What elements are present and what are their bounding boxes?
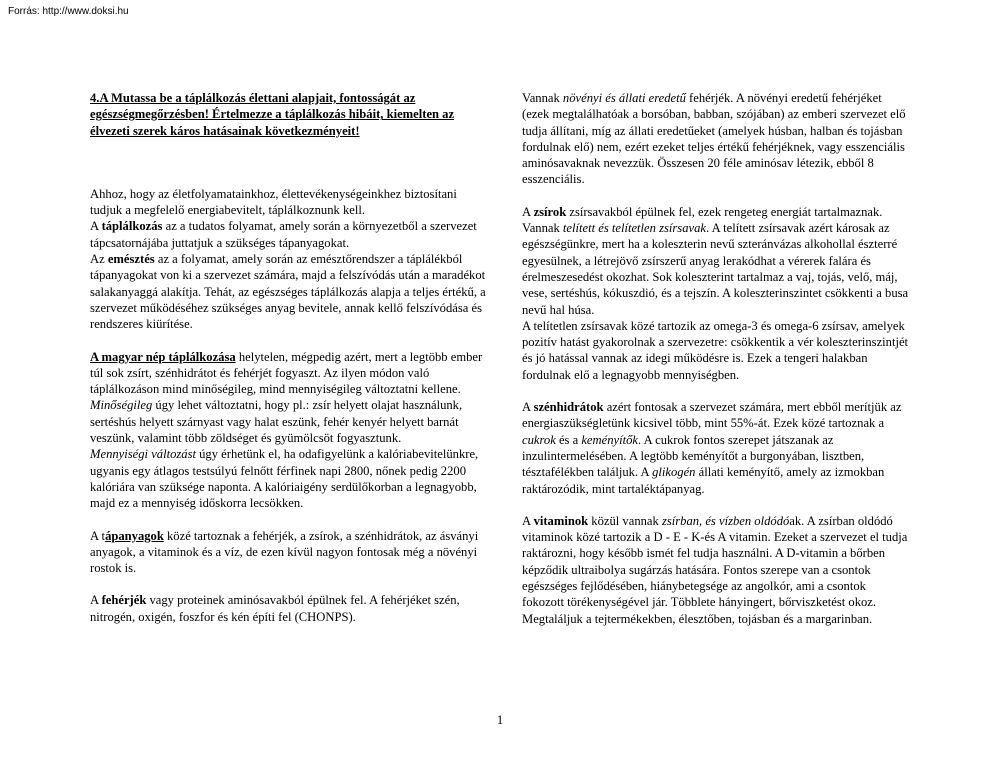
paragraph-zsirok: A zsírok zsírsavakból épülnek fel, ezek rengeteg energiát tartalmaznak. Vannak telített és telítetlen zsírsavak. A telített zsírsavak azért károsak az egészségünkre, mert ha a koleszterin nevű szteránvázas alkohollal észterré egyesülnek, a létrejövő zsírszerű anyag lerakódhat a vérerek falára és érelmeszesedést okozhat. Sok koleszterint tartalmaz a vaj, tojás, velő, máj, vese, sertéshús, kókuszdió, és a tejszín. A koleszterinszintet csökkenti a busa nevű hal húsa. A telítetlen zsírsavak közé tartozik az omega-3 és omega-6 zsírsav, amelyek pozitív hatást gyakorolnak a szervezetre: csökkentik a vér koleszterinszintjét és jó hatással vannak az idegi működésre is. Ezek a tengeri halakban fordulnak elő a legnagyobb mennyiségben.	[522, 204, 909, 382]
term-kemenyitok: keményítők	[581, 432, 638, 447]
paragraph-tapanyagok: A tápanyagok közé tartoznak a fehérjék, a zsírok, a szénhidrátok, az ásványi anyagok, a vitaminok és a víz, de ezen kívül nagyon fontosak még a növényi rostok is.	[90, 528, 479, 576]
term-magyar-nep: A magyar nép táplálkozása	[90, 349, 236, 364]
term-emesztes: emésztés	[107, 252, 155, 267]
source-header: Forrás: http://www.doksi.hu	[8, 6, 129, 17]
term-telitett: telített és telítetlen zsírsavak	[562, 221, 706, 236]
term-vitaminok: vitaminok	[533, 513, 589, 528]
term-zsirok: zsírok	[533, 204, 567, 219]
paragraph-magyar-taplalkozas: A magyar nép táplálkozása helytelen, mégpedig azért, mert a legtöbb ember túl sok zsírt, szénhidrátot és fehérjét fogyaszt. Az ilyen módon való táplálkozáson mind minőségileg, mind mennyiségileg változtatni kellene. Minőségileg úgy lehet változtatni, hogy pl.: zsír helyett olajat használunk, sertéshús helyett szárnyast vagy halat eszünk, fehér kenyér helyett barnát veszünk, valamint több zöldséget és gyümölcsöt fogyasztunk. Mennyiségi változást úgy érhetünk el, ha odafigyelünk a kalóriabevitelünkre, ugyanis egy átlagos testsúlyú felnőtt férfinek napi 2800, nőnek pedig 2200 kalóriára van szüksége naponta. A kalóriaigény serdülőkorban a legnagyobb, majd ez a mennyiség időskorra lecsökken.	[90, 349, 483, 511]
term-tapanyagok: ápanyagok	[105, 528, 164, 543]
term-taplalkozas: táplálkozás	[101, 219, 163, 234]
term-feherjek: fehérjék	[101, 593, 147, 608]
term-noveny-allati: növényi és állati eredetű	[562, 91, 686, 105]
term-zsir-viz-oldodo: zsírban, és vízben oldódó	[661, 513, 790, 528]
term-minosegileg: Minőségileg	[90, 398, 153, 413]
left-column	[90, 90, 490, 625]
paragraph-szenhidratok: A szénhidrátok azért fontosak a szervezet számára, mert ebből merítjük az energiaszükségletünk kicsivel több, mint 55%-át. Ezek közé tartoznak a cukrok és a keményítők. A cukrok fontos szerepet játszanak az inzulintermelésében. A legtöbb keményítőt a burgonyában, lisztben, tésztafélékben találjuk. A glikogén állati keményítő, amely az izmokban raktározódik, mint tartaléktápanyag.	[522, 400, 902, 496]
term-mennyisegi: Mennyiségi változást	[90, 447, 196, 462]
page-title: 4.A Mutassa be a táplálkozás élettani alapjait, fontosságát az egészségmegőrzésben! Értelmezze a táplálkozás hibáit, kiemelten az élvezeti szerek káros hatásainak következményeit!	[90, 91, 455, 138]
term-szenhidratok: szénhidrátok	[533, 400, 604, 415]
term-cukrok: cukrok	[522, 432, 556, 447]
paragraph-feherjek: A fehérjék vagy proteinek aminósavakból épülnek fel. A fehérjéket szén, nitrogén, oxigén, foszfor és kén építi fel (CHONPS).	[90, 593, 460, 624]
page-number: 1	[496, 713, 504, 727]
right-column	[522, 90, 910, 627]
term-glikogen: glikogén	[652, 465, 696, 480]
paragraph-intro: Ahhoz, hogy az életfolyamatainkhoz, élettevékenységeinkhez biztosítani tudjuk a megfelelő energiabevitelt, táplálkoznunk kell. A táplálkozás az a tudatos folyamat, amely során a környezetből a szervezet tápcsatornájába juttatjuk a szükséges tápanyagokat. Az emésztés az a folyamat, amely során az emésztőrendszer a táplálékból tápanyagokat von ki a szervezet számára, majd a felszívódás után a maradékot salakanyaggá alakítja. Tehát, az egészséges táplálkozás alapja a teljes értékű, a szervezet működéséhez szükséges anyag bevitele, annak kellő felszívódása és rendszeres kiürítése.	[90, 186, 486, 332]
paragraph-feherje-eredet: Vannak növényi és állati eredetű fehérjék. A növényi eredetű fehérjéket (ezek megtalálhatóak a borsóban, babban, szójában) az emberi szervezet elő tudja állítani, míg az állati eredetűeket (amelyek húsban, halban és tojásban fordulnak elő) nem, ezért ezeket teljes értékű fehérjéknek, vagy esszenciális aminósavaknak nevezzük. Összesen 20 féle aminósav létezik, ebből 8 esszenciális.	[522, 91, 906, 187]
paragraph-vitaminok: A vitaminok közül vannak zsírban, és vízben oldódóak. A zsírban oldódó vitaminok közé tartozik a D - E - K-és A vitamin. Ezeket a szervezet el tudja raktározni, hogy később ismét fel tudja használni. A D-vitamin a bőrben képződik ultraibolya sugárzás hatására. Fontos szerepe van a csontok egészséges fejlődésében, hiánybetegsége az angolkór, ami a csontok fokozott törékenységével jár. Többlete hányingert, bőrviszketést okoz. Megtaláljuk a tejtermékekben, élesztőben, tojásban és a margarinban.	[522, 513, 908, 626]
